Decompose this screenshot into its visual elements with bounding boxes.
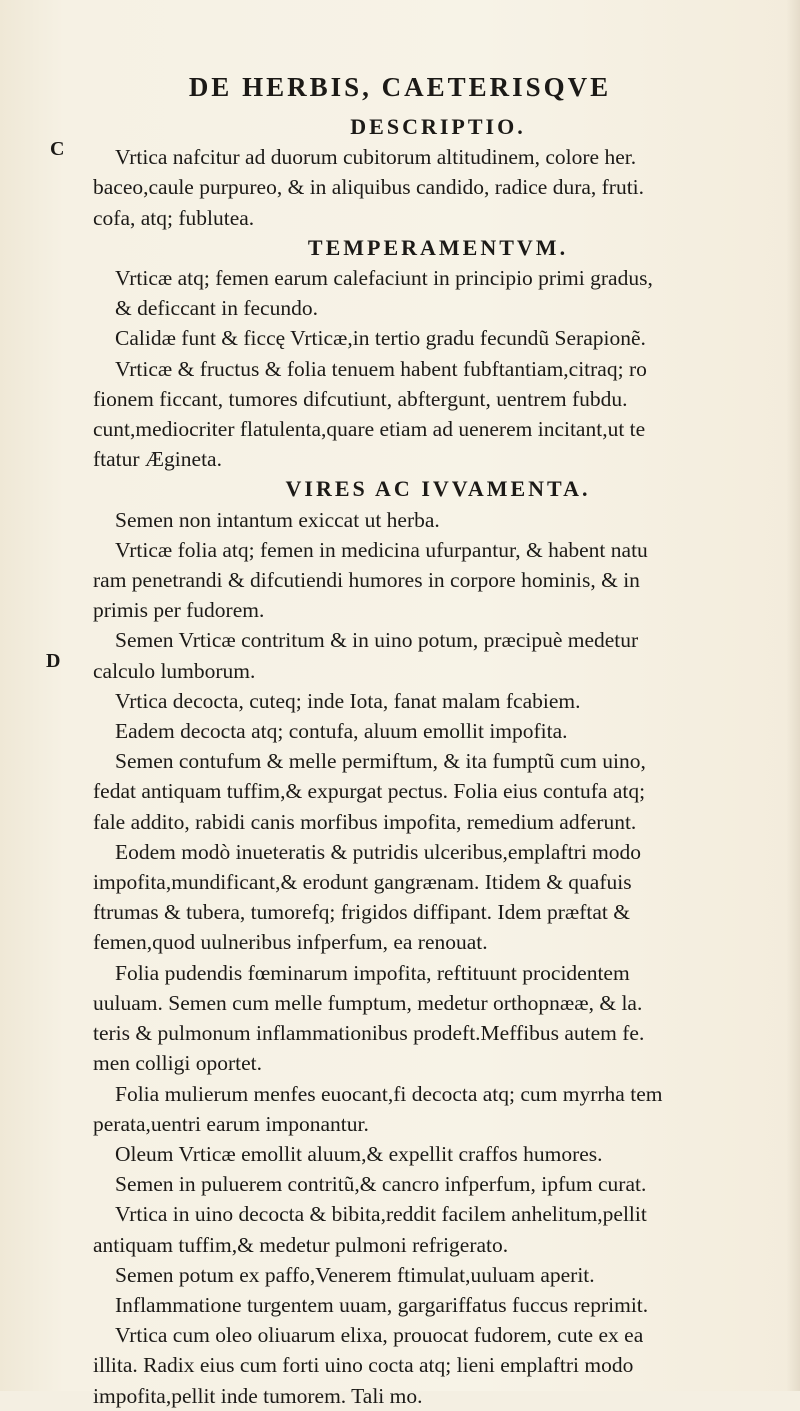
running-head: DE HERBIS, CAETERISQVE [188, 72, 612, 102]
text-line: & deficcant in fecundo. [115, 296, 318, 321]
text-line: Vrticæ atq; femen earum calefaciunt in principio primi gradus, [115, 266, 653, 291]
text-line: fedat antiquam tuffim,& expurgat pectus. Folia eius contufa atq; [93, 779, 646, 804]
text-line: cofa, atq; fublutea. [93, 205, 255, 230]
text-line: primis per fudorem. [93, 598, 265, 623]
text-line: uuluam. Semen cum melle fumptum, medetur orthopnææ, & la. [93, 990, 643, 1015]
text-line: Calidæ funt & ficcę Vrticæ,in tertio gradu fecundũ Serapionẽ. [115, 326, 646, 351]
section-heading: VIRES AC IVVAMENTA. [285, 476, 591, 502]
text-line: perata,uentri earum imponantur. [93, 1111, 369, 1136]
text-line: baceo,caule purpureo, & in aliquibus candido, radice dura, fruti. [93, 175, 645, 200]
text-line: calculo lumborum. [93, 658, 256, 683]
section-heading: DESCRIPTIO. [350, 114, 526, 139]
text-line: Eadem decocta atq; contufa, aluum emollit impofita. [115, 719, 568, 744]
margin-letter-d: D [46, 650, 61, 672]
text-line: Semen non intantum exiccat ut herba. [115, 507, 440, 532]
text-line: Folia mulierum menfes euocant,fi decocta atq; cum myrrha tem [115, 1081, 663, 1106]
text-line: teris & pulmonum inflammationibus prodeft.Meffibus autem fe. [93, 1021, 645, 1046]
text-line: impofita,pellit inde tumorem. Tali mo. [93, 1383, 423, 1408]
text-line: Eodem modò inueteratis & putridis ulceribus,emplaftri modo [115, 839, 642, 864]
text-line: antiquam tuffim,& medetur pulmoni refrigerato. [93, 1232, 509, 1257]
text-line: ftrumas & tubera, tumorefq; frigidos diffipant. Idem præftat & [93, 900, 630, 925]
text-line: illita. Radix eius cum forti uino cocta atq; lieni emplaftri modo [93, 1353, 634, 1378]
text-line: men colligi oportet. [93, 1051, 262, 1076]
page-text [93, 112, 783, 1411]
text-line: Vrtica in uino decocta & bibita,reddit facilem anhelitum,pellit [115, 1202, 647, 1227]
text-line: Inflammatione turgentem uuam, gargariffatus fuccus reprimit. [115, 1292, 649, 1317]
text-line: ftatur Ægineta. [93, 447, 222, 472]
text-line: Folia pudendis fœminarum impofita, reftituunt procidentem [115, 960, 630, 985]
section-heading: TEMPERAMENTVM. [307, 234, 569, 260]
text-line: Vrticæ folia atq; femen in medicina ufurpantur, & habent natu [115, 537, 648, 562]
text-line: Semen Vrticæ contritum & in uino potum, præcipuè medetur [115, 628, 639, 653]
margin-letter-c: C [50, 138, 65, 160]
text-line: Vrtica decocta, cuteq; inde Iota, fanat malam fcabiem. [115, 688, 581, 713]
page-edge [786, 0, 800, 1391]
text-line: cunt,mediocriter flatulenta,quare etiam ad uenerem incitant,ut te [93, 417, 646, 442]
text-line: fionem ficcant, tumores difcutiunt, abftergunt, uentrem fubdu. [93, 386, 628, 411]
text-line: femen,quod uulneribus infperfum, ea renouat. [93, 930, 488, 955]
text-line: ram penetrandi & difcutiendi humores in corpore hominis, & in [93, 568, 640, 593]
text-line: Vrtica nafcitur ad duorum cubitorum altitudinem, colore her. [115, 145, 637, 170]
text-line: Vrtica cum oleo oliuarum elixa, prouocat fudorem, cute ex ea [115, 1323, 644, 1348]
text-line: Vrticæ & fructus & folia tenuem habent fubftantiam,citraq; ro [115, 356, 647, 381]
text-line: Oleum Vrticæ emollit aluum,& expellit craffos humores. [115, 1141, 603, 1166]
text-line: impofita,mundificant,& erodunt gangrænam. Itidem & quafuis [93, 870, 632, 895]
text-line: Semen contufum & melle permiftum, & ita fumptũ cum uino, [115, 749, 646, 774]
text-line: Semen in puluerem contritũ,& cancro infperfum, ipfum curat. [115, 1172, 647, 1197]
text-line: Semen potum ex paffo,Venerem ftimulat,uuluam aperit. [115, 1262, 595, 1287]
text-line: fale addito, rabidi canis morfibus impofita, remedium adferunt. [93, 809, 637, 834]
